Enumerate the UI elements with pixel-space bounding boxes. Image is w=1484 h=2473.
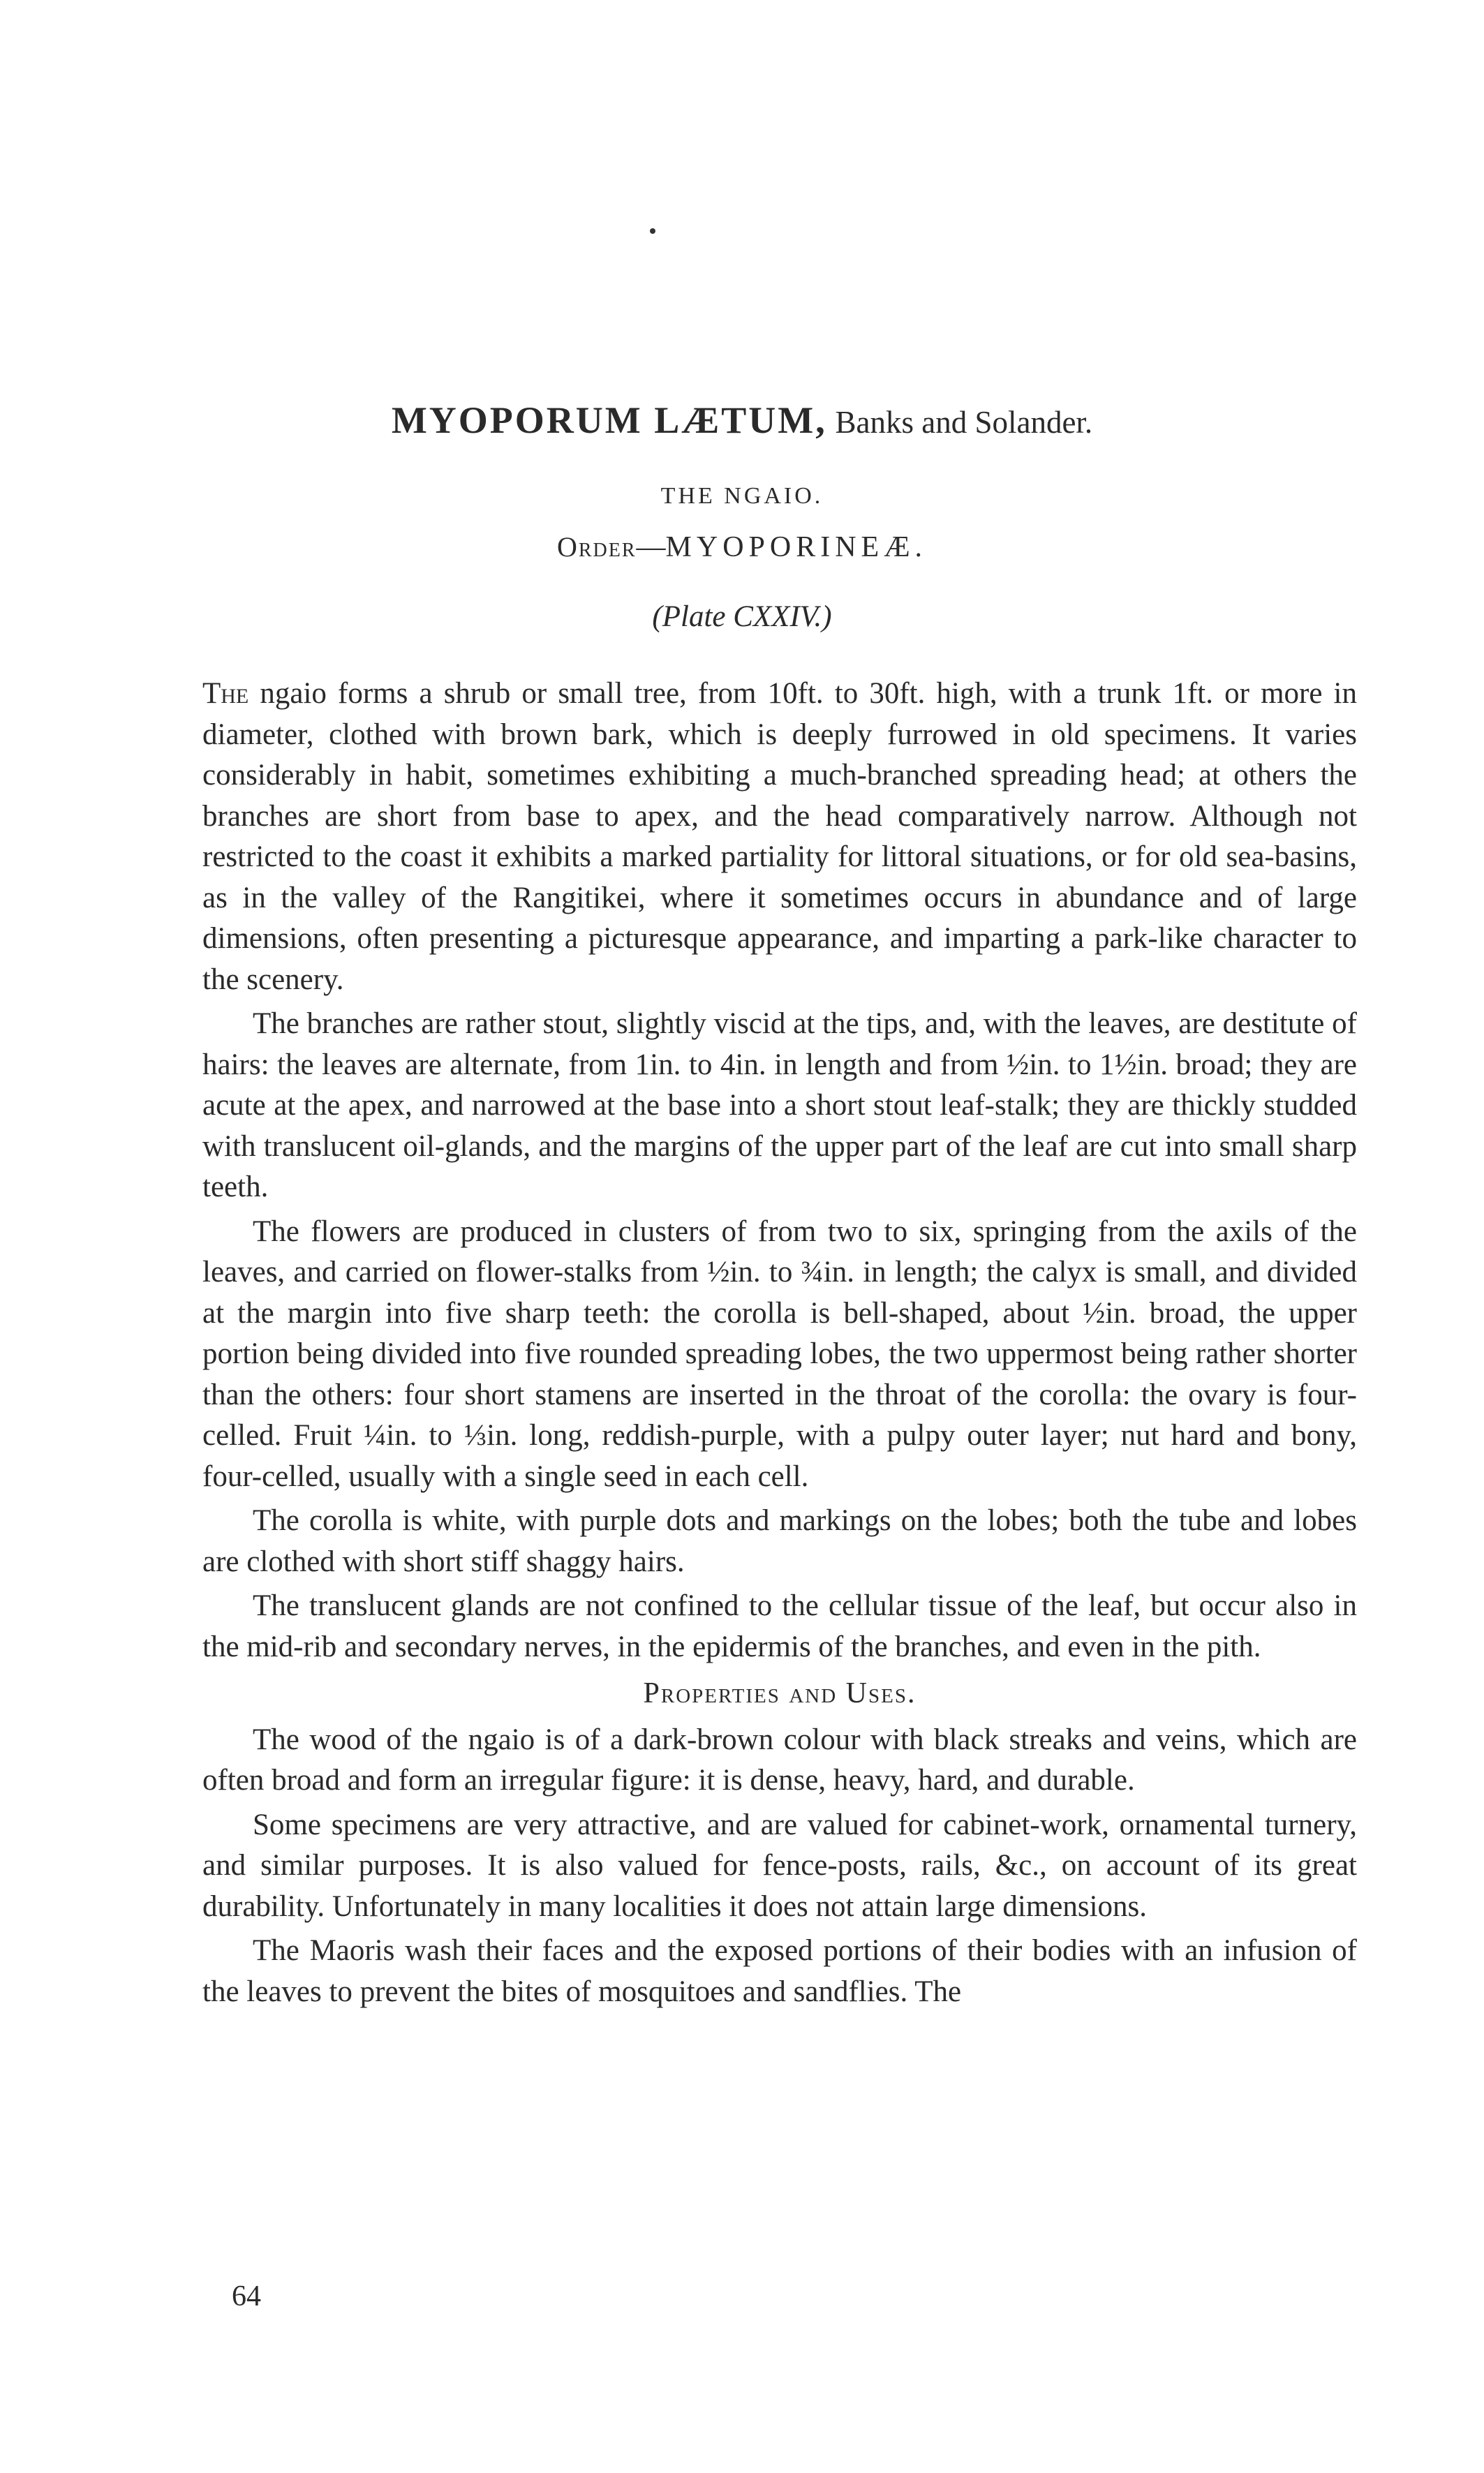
order-label: Order xyxy=(556,531,637,563)
paragraph-flowers: The flowers are produced in clusters of from two to six, springing from the axils of the leaves, and carried on flower-stalks from ½in. to ¾in. in length; the calyx is small, and divided at the margin into five sharp teeth: the corolla is bell-shaped, about ½in. broad, the upper portion being divided into five rounded spreading lobes, the two uppermost being rather shorter than the others: four short stamens are inserted in the throat of the corolla: the ovary is four-celled. Fruit ¼in. to ⅓in. long, reddish-purple, with a pulpy outer layer; nut hard and bony, four-celled, usually with a single seed in each cell. xyxy=(202,1215,1357,1493)
order-name: MYOPORINEÆ. xyxy=(665,531,928,563)
species-title xyxy=(0,399,1484,443)
paragraph-corolla: The corolla is white, with purple dots and markings on the lobes; both the tube and lobes are clothed with short stiff shaggy hairs. xyxy=(202,1504,1357,1578)
paragraph-first-word: The xyxy=(202,677,249,710)
body-text xyxy=(202,674,1357,2016)
order-separator: — xyxy=(636,531,666,563)
paragraph-branches-leaves: The branches are rather stout, slightly viscid at the tips, and, with the leaves, are destitute of hairs: the leaves are alternate, from 1in. to 4in. in length and from ½in. to 1½in. broad; they are acute at the apex, and narrowed at the base into a short stout leaf-stalk; they are thickly studded with translucent oil-glands, and the margins of the upper part of the leaf are cut into small sharp teeth. xyxy=(202,1007,1357,1203)
paragraph-text: ngaio forms a shrub or small tree, from 10ft. to 30ft. high, with a trunk 1ft. or more in diameter, clothed with brown bark, which is deeply furrowed in old specimens. It varies considerably in habit, sometimes exhibiting a much-branched spreading head; at others the branches are short from base to apex, and the head comparatively narrow. Although not restricted to the coast it exhibits a marked partiality for littoral situations, or for old sea-basins, as in the valley of the Rangitikei, where it sometimes occurs in abundance and of large dimensions, often presenting a picturesque appearance, and imparting a park-like character to the scenery. xyxy=(202,677,1357,996)
paragraph-description xyxy=(202,674,1357,1000)
order-line xyxy=(0,528,1484,567)
stray-mark xyxy=(650,228,655,234)
plate-reference: (Plate CXXIV.) xyxy=(652,600,832,633)
species-authority: Banks and Solander. xyxy=(835,405,1093,440)
species-name: MYOPORUM LÆTUM, xyxy=(391,399,827,441)
paragraph-wood: The wood of the ngaio is of a dark-brown colour with black streaks and veins, which are often broad and form an irregular figure: it is dense, heavy, hard, and durable. xyxy=(202,1723,1357,1797)
page-number: 64 xyxy=(232,2280,261,2312)
common-name: THE NGAIO. xyxy=(660,483,824,509)
paragraph-glands: The translucent glands are not confined to the cellular tissue of the leaf, but occur also in the mid-rib and secondary nerves, in the epidermis of the branches, and even in the pith. xyxy=(202,1589,1357,1663)
paragraph-specimens: Some specimens are very attractive, and are valued for cabinet-work, ornamental turnery, and similar purposes. It is also valued for fence-posts, rails, &c., on account of its great durability. Unfortunately in many localities it does not attain large dimensions. xyxy=(202,1808,1357,1923)
paragraph-maoris: The Maoris wash their faces and the exposed portions of their bodies with an infusion of the leaves to prevent the bites of mosquitoes and sandflies. The xyxy=(202,1934,1357,2008)
section-heading-properties-uses: Properties and Uses. xyxy=(643,1677,917,1709)
